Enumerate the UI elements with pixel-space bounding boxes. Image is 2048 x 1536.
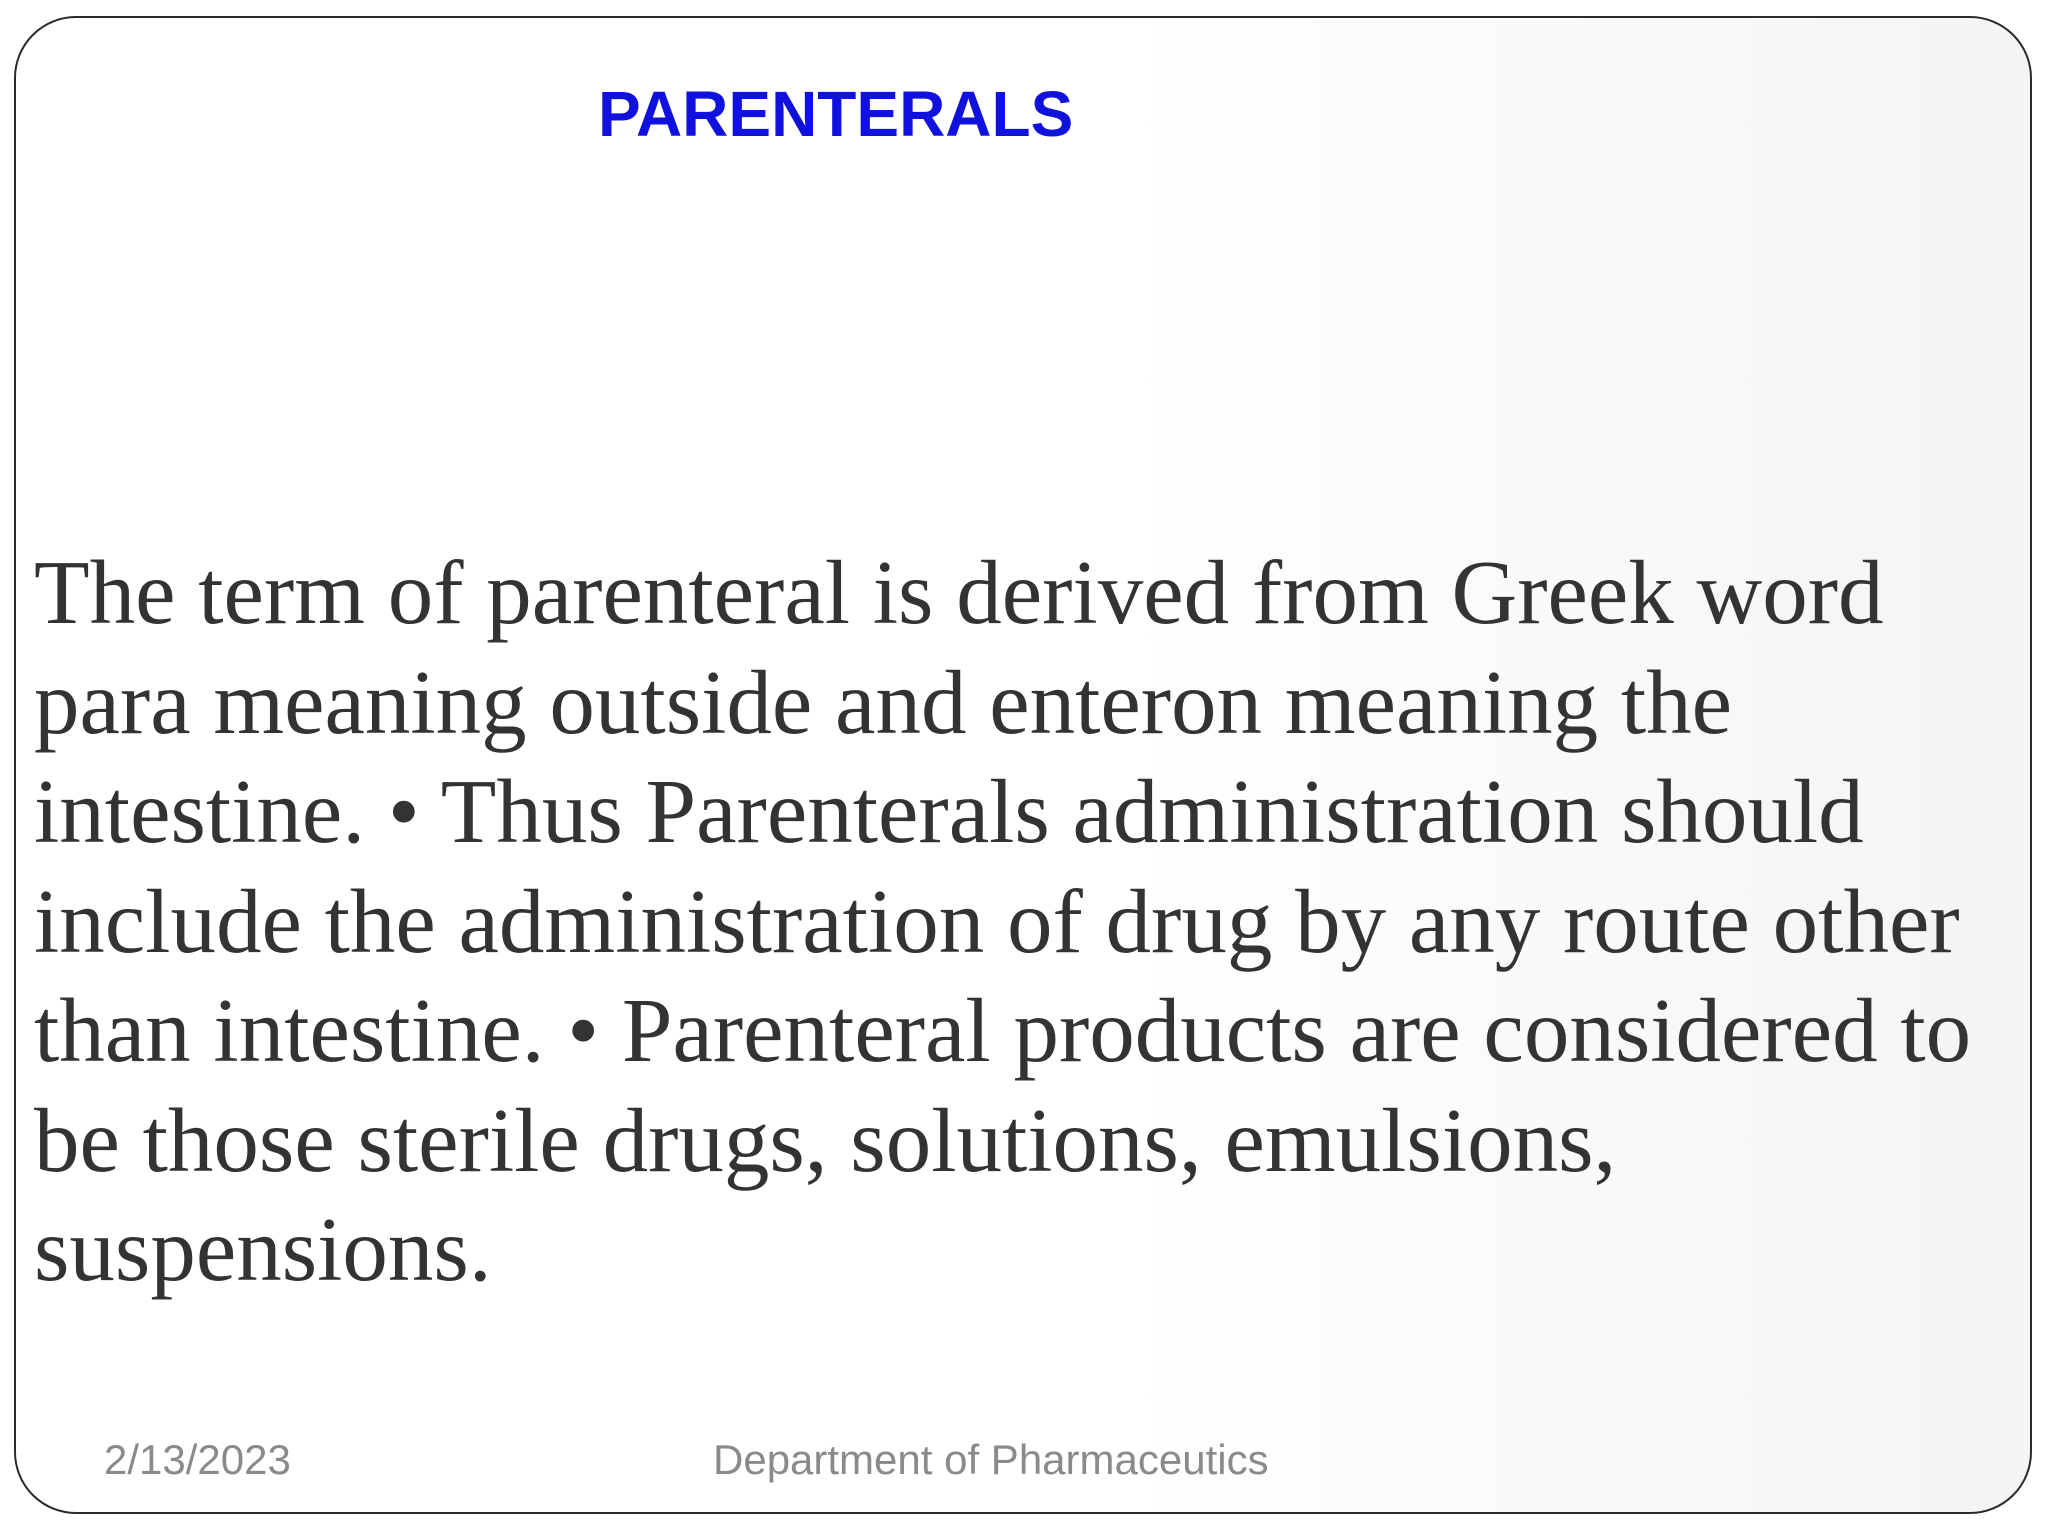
slide-title: PARENTERALS (598, 78, 1074, 150)
slide-body-text: The term of parenteral is derived from Greek word para meaning outside and enteron meaning the intestine. • Thus Parenterals administration should include the administration of drug by any route other than intestine. • Parenteral products are considered to be those sterile drugs, solutions, emulsions, suspensions. (34, 542, 1972, 1300)
footer-date: 2/13/2023 (104, 1436, 291, 1483)
footer-department: Department of Pharmaceutics (713, 1436, 1269, 1483)
